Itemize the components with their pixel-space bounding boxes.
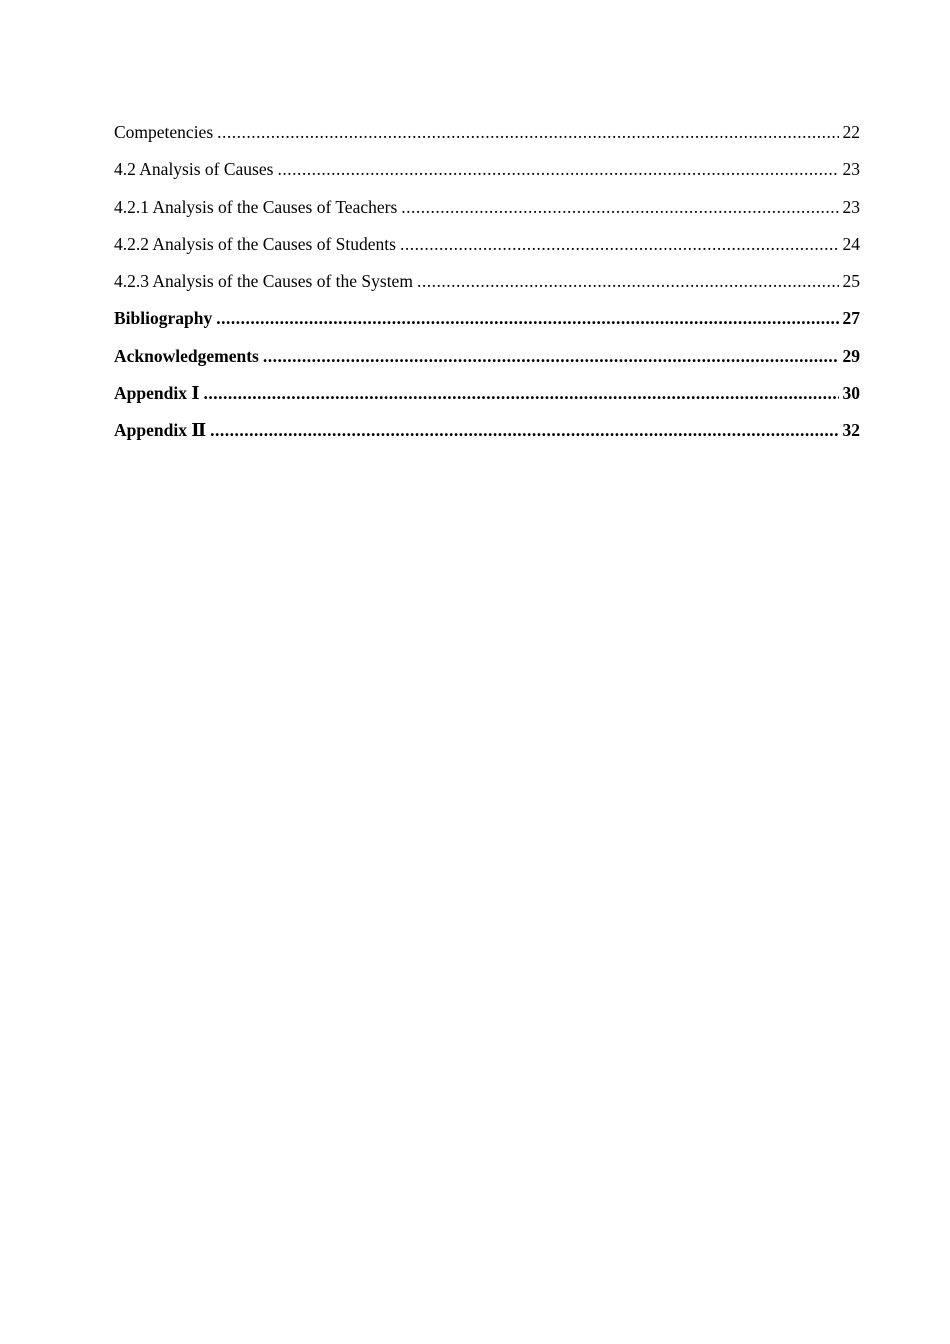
toc-entry-acknowledgements[interactable] xyxy=(114,344,860,381)
toc-entry-4-2[interactable] xyxy=(114,157,860,194)
toc-dot-leader xyxy=(401,195,838,219)
toc-entry-page: 32 xyxy=(842,420,860,441)
toc-dot-leader xyxy=(210,418,838,442)
toc-entry-title: Bibliography xyxy=(114,308,213,329)
toc-entry-appendix-1[interactable] xyxy=(114,381,860,418)
toc-entry-title: 4.2.2 Analysis of the Causes of Students xyxy=(114,233,396,254)
toc-entry-bibliography[interactable] xyxy=(114,306,860,343)
toc-entry-appendix-2[interactable] xyxy=(114,418,860,455)
toc-entry-4-2-1[interactable] xyxy=(114,195,860,232)
toc-entry-competencies[interactable] xyxy=(114,120,860,157)
toc-dot-leader xyxy=(216,306,838,330)
toc-dot-leader xyxy=(217,120,838,144)
toc-entry-page: 23 xyxy=(842,196,860,217)
toc-dot-leader xyxy=(277,157,838,181)
toc-dot-leader xyxy=(204,381,839,405)
table-of-contents xyxy=(114,120,860,456)
toc-dot-leader xyxy=(417,269,839,293)
toc-entry-title: 4.2 Analysis of Causes xyxy=(114,159,274,180)
toc-entry-title: Acknowledgements xyxy=(114,345,259,366)
toc-entry-title: 4.2.3 Analysis of the Causes of the System xyxy=(114,271,413,292)
toc-entry-page: 25 xyxy=(842,271,860,292)
toc-entry-4-2-2[interactable] xyxy=(114,232,860,269)
toc-entry-4-2-3[interactable] xyxy=(114,269,860,306)
toc-entry-title: 4.2.1 Analysis of the Causes of Teachers xyxy=(114,196,398,217)
toc-entry-title: Appendix Ⅱ xyxy=(114,420,207,441)
toc-entry-page: 22 xyxy=(842,122,860,142)
toc-entry-page: 24 xyxy=(842,233,860,254)
toc-entry-title: Competencies xyxy=(114,122,214,142)
toc-entry-page: 27 xyxy=(842,308,860,329)
toc-entry-page: 29 xyxy=(842,345,860,366)
toc-dot-leader xyxy=(400,232,839,256)
toc-entry-page: 30 xyxy=(842,383,860,404)
toc-entry-title: Appendix Ⅰ xyxy=(114,383,200,404)
toc-entry-page: 23 xyxy=(842,159,860,180)
toc-dot-leader xyxy=(263,344,839,368)
